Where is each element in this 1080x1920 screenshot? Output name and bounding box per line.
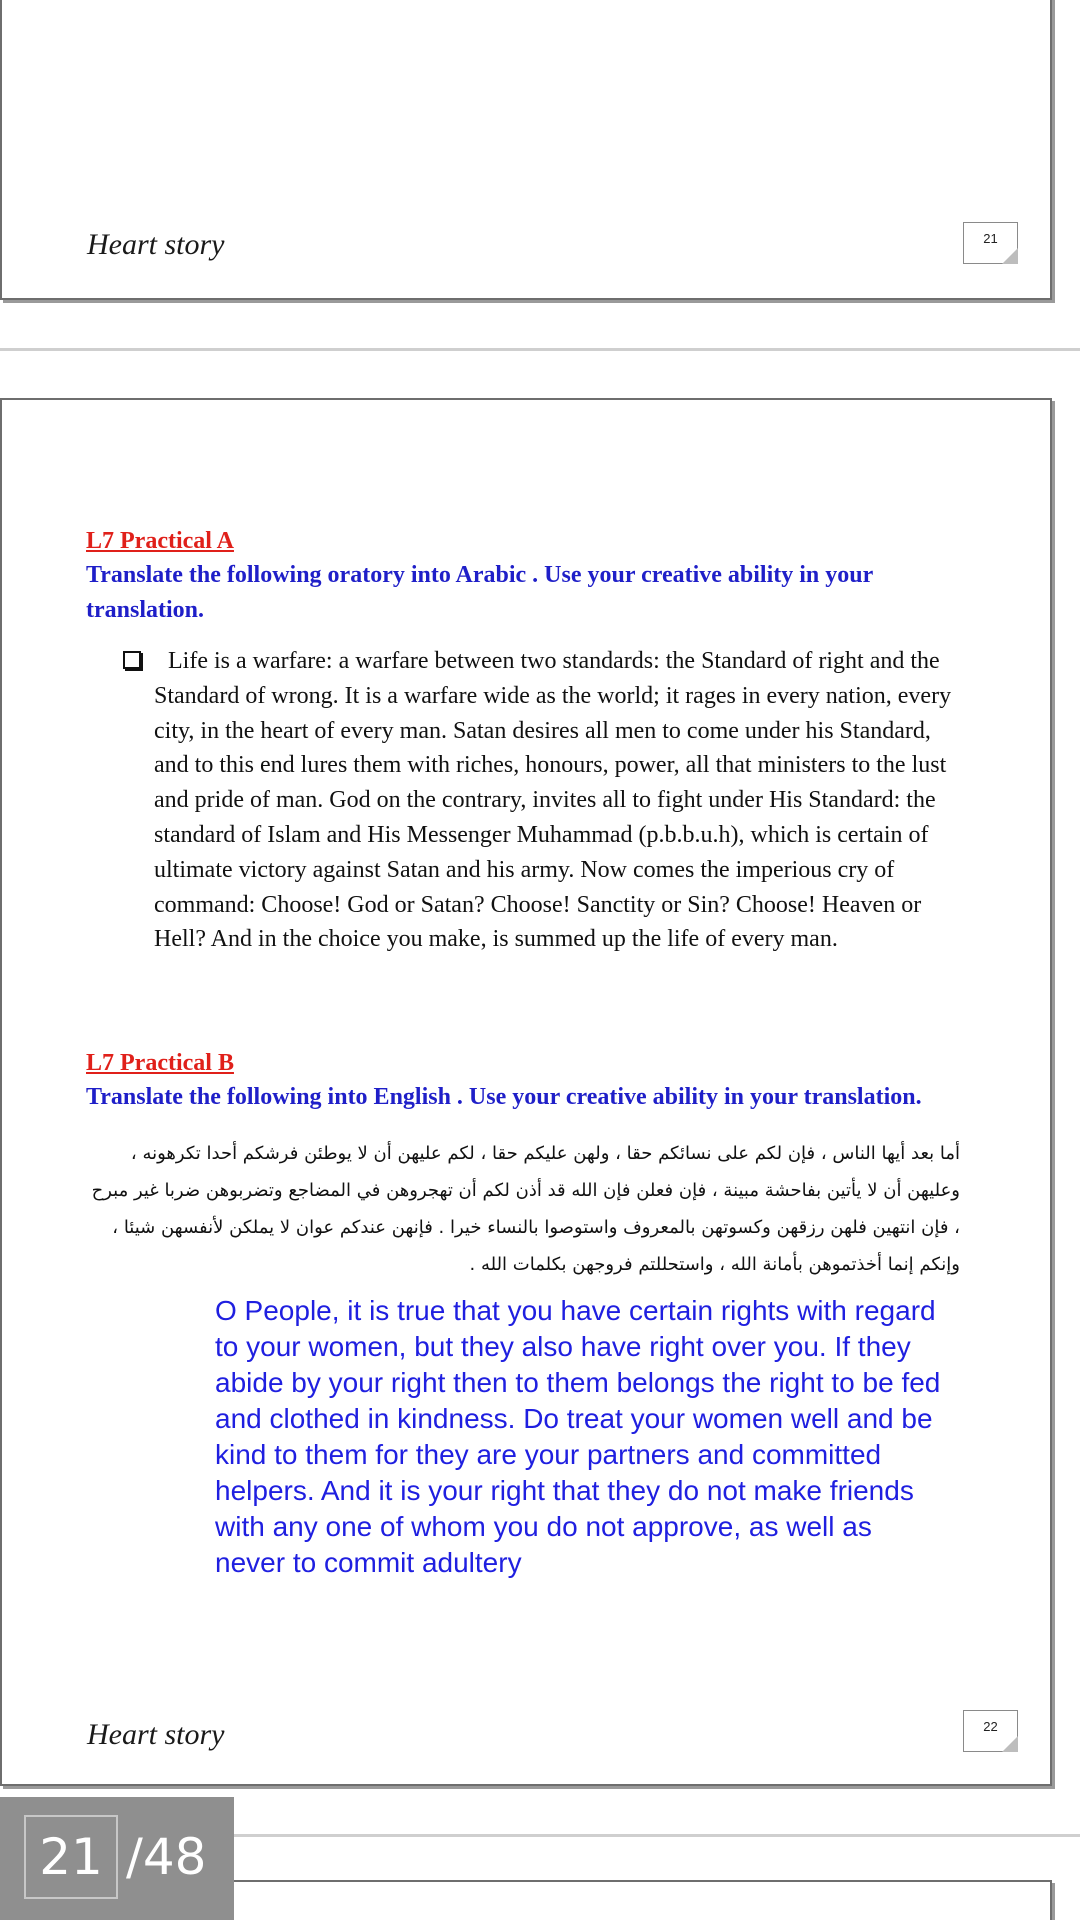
- page-number-badge: 21: [963, 222, 1018, 264]
- page-footer-title: Heart story: [87, 1718, 225, 1751]
- page-indicator[interactable]: [0, 1797, 234, 1920]
- page-separator: [0, 348, 1080, 351]
- document-page-22: [0, 398, 1052, 1786]
- oratory-text: Life is a warfare: a warfare between two standards: the Standard of right and the Standard of wrong. It is a warfare wide as the world; it rages in every nation, every city, in the heart of every man. Satan desires all men to come under his Standard, and to this end lures them with riches, honours, power, all that ministers to the lust and pride of man. God on the contrary, invites all to fight under His Standard: the standard of Islam and His Messenger Muhammad (p.b.b.u.h), which is certain of ultimate victory against Satan and his army. Now comes the imperious cry of command: Choose! God or Satan? Choose! Sanctity or Sin? Choose! Heaven or Hell? And in the choice you make, is summed up the life of every man.: [154, 648, 952, 953]
- document-page-21: [0, 0, 1052, 300]
- page-footer-title: Heart story: [87, 228, 225, 261]
- section-title: L7 Practical B: [86, 1050, 234, 1076]
- current-page-number[interactable]: 21: [24, 1815, 118, 1899]
- section-instruction: Translate the following oratory into Arabic . Use your creative ability in your translation.: [86, 562, 873, 623]
- section-instruction: Translate the following into English . Use your creative ability in your translation.: [86, 1084, 922, 1110]
- section-title: L7 Practical A: [86, 528, 234, 554]
- english-translation-text: O People, it is true that you have certain rights with regard to your women, but they also have right over you. If they abide by your right then to them belongs the right to be fed and clothed in kindness. Do treat your women well and be kind to them for they are your partners and committed helpers. And it is your right that they do not make friends with any one of whom you do not approve, as well as never to commit adultery: [215, 1295, 941, 1578]
- total-page-count: /48: [126, 1828, 207, 1886]
- practical-a-section: [86, 524, 960, 957]
- practical-b-section: [86, 1046, 960, 1581]
- arabic-source-text: أما بعد أيها الناس ، فإن لكم على نسائكم حقا ، ولهن عليكم حقا ، لكم عليهن أن لا يوطئن فرشكم أحدا تكرهونه ، وعليهن أن لا يأتين بفاحشة مبينة ، فإن فعلن فإن الله قد أذن لكم أن تهجروهن في المضاجع وتضربوهن ضربا غير مبرح ، فإن انتهين فلهن رزقهن وكسوتهن بالمعروف واستوصوا بالنساء خيرا . فإنهن عندكم عوان لا يملكن لأنفسهن شيئا ، وإنكم إنما أخذتموهن بأمانة الله ، واستحللتم فروجهن بكلمات الله .: [91, 1143, 960, 1275]
- checkbox-bullet-icon: [123, 651, 141, 669]
- page-number-badge: 22: [963, 1710, 1018, 1752]
- oratory-paragraph: [86, 644, 960, 957]
